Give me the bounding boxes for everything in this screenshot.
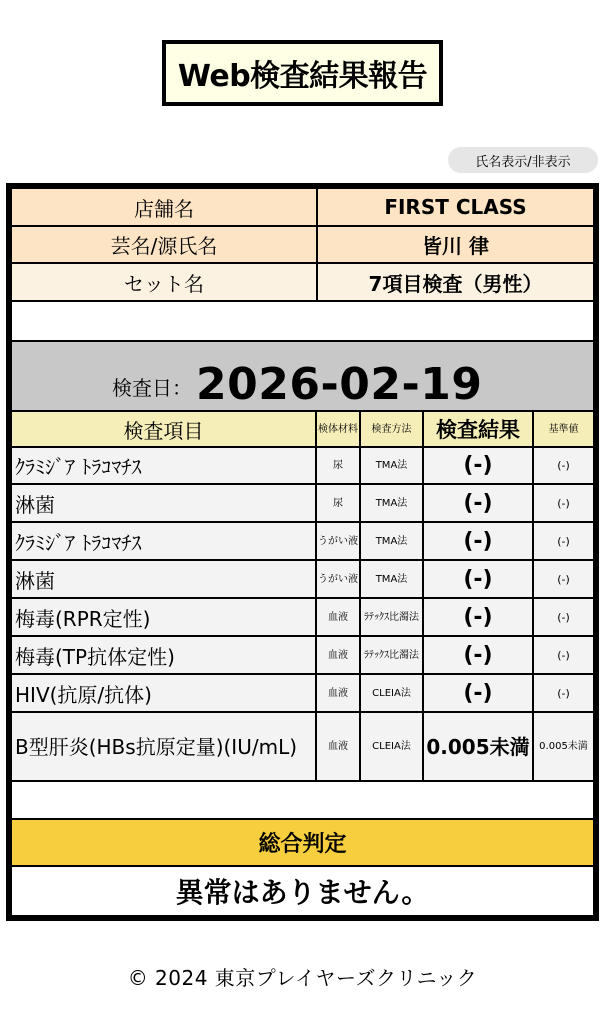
exam-date-value: 2026-02-19 bbox=[196, 359, 483, 410]
test-method: CLEIA法 bbox=[361, 675, 422, 711]
name-label: 芸名/源氏名 bbox=[12, 227, 316, 262]
report-table bbox=[6, 183, 599, 921]
test-reference: (-) bbox=[534, 448, 593, 483]
table-row bbox=[12, 523, 593, 559]
test-item: 淋菌 bbox=[12, 485, 315, 521]
test-method: ﾗﾃｯｸｽ比濁法 bbox=[361, 599, 422, 635]
test-method: TMA法 bbox=[361, 485, 422, 521]
test-result: (-) bbox=[424, 448, 532, 483]
test-reference: (-) bbox=[534, 675, 593, 711]
table-row bbox=[12, 675, 593, 711]
test-item: ｸﾗﾐｼﾞｱ ﾄﾗｺﾏﾁｽ bbox=[12, 523, 315, 559]
test-result: (-) bbox=[424, 523, 532, 559]
test-item: B型肝炎(HBs抗原定量)(IU/mL) bbox=[12, 713, 315, 780]
test-sample: 血液 bbox=[317, 675, 359, 711]
test-result: (-) bbox=[424, 561, 532, 597]
test-result: 0.005未満 bbox=[424, 713, 532, 780]
test-reference: (-) bbox=[534, 523, 593, 559]
test-result: (-) bbox=[424, 485, 532, 521]
table-row bbox=[12, 599, 593, 635]
test-sample: 血液 bbox=[317, 637, 359, 673]
judgment-value-row bbox=[12, 867, 593, 915]
test-sample: 血液 bbox=[317, 599, 359, 635]
name-value: 皆川 律 bbox=[318, 227, 593, 262]
judgment-label: 総合判定 bbox=[12, 820, 593, 865]
store-value: FIRST CLASS bbox=[318, 189, 593, 225]
test-sample: うがい液 bbox=[317, 561, 359, 597]
test-method: ﾗﾃｯｸｽ比濁法 bbox=[361, 637, 422, 673]
test-item: ｸﾗﾐｼﾞｱ ﾄﾗｺﾏﾁｽ bbox=[12, 448, 315, 483]
header-sample: 検体材料 bbox=[317, 412, 359, 446]
test-sample: 尿 bbox=[317, 485, 359, 521]
exam-date-row bbox=[12, 342, 593, 410]
test-item: HIV(抗原/抗体) bbox=[12, 675, 315, 711]
test-method: TMA法 bbox=[361, 561, 422, 597]
test-method: CLEIA法 bbox=[361, 713, 422, 780]
table-row bbox=[12, 637, 593, 673]
header-item: 検査項目 bbox=[12, 412, 315, 446]
table-row bbox=[12, 448, 593, 483]
toggle-name-button[interactable]: 氏名表示/非表示 bbox=[448, 147, 598, 173]
set-value: 7項目検査（男性） bbox=[318, 264, 593, 300]
page-title: Web検査結果報告 bbox=[162, 40, 443, 106]
test-item: 淋菌 bbox=[12, 561, 315, 597]
test-result: (-) bbox=[424, 599, 532, 635]
test-reference: (-) bbox=[534, 485, 593, 521]
store-label: 店舗名 bbox=[12, 189, 316, 225]
test-item: 梅毒(TP抗体定性) bbox=[12, 637, 315, 673]
judgment-header-row bbox=[12, 820, 593, 865]
test-reference: (-) bbox=[534, 599, 593, 635]
test-sample: 血液 bbox=[317, 713, 359, 780]
test-item: 梅毒(RPR定性) bbox=[12, 599, 315, 635]
test-result: (-) bbox=[424, 637, 532, 673]
header-reference: 基準値 bbox=[534, 412, 593, 446]
test-sample: 尿 bbox=[317, 448, 359, 483]
set-label: セット名 bbox=[12, 264, 316, 300]
exam-date-label: 検査日： bbox=[112, 376, 192, 400]
table-row bbox=[12, 485, 593, 521]
footer-copyright: © 2024 東京プレイヤーズクリニック bbox=[127, 966, 478, 990]
test-result: (-) bbox=[424, 675, 532, 711]
header-result: 検査結果 bbox=[424, 412, 532, 446]
test-sample: うがい液 bbox=[317, 523, 359, 559]
set-row bbox=[12, 264, 593, 300]
test-method: TMA法 bbox=[361, 523, 422, 559]
judgment-value: 異常はありません。 bbox=[12, 867, 593, 915]
spacer-row bbox=[12, 302, 593, 340]
test-reference: 0.005未満 bbox=[534, 713, 593, 780]
header-method: 検査方法 bbox=[361, 412, 422, 446]
test-reference: (-) bbox=[534, 637, 593, 673]
table-row bbox=[12, 561, 593, 597]
table-header-row bbox=[12, 412, 593, 446]
store-row bbox=[12, 189, 593, 225]
name-row bbox=[12, 227, 593, 262]
table-row bbox=[12, 713, 593, 780]
test-reference: (-) bbox=[534, 561, 593, 597]
test-method: TMA法 bbox=[361, 448, 422, 483]
spacer-row bbox=[12, 782, 593, 818]
